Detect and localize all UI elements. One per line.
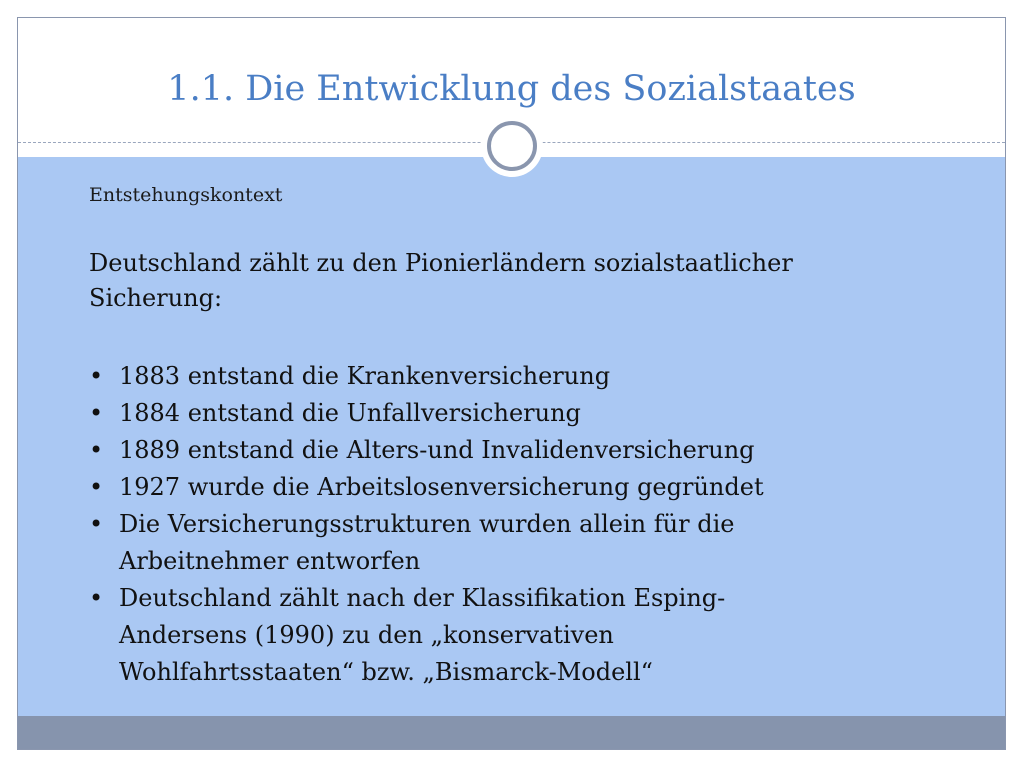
bullet-icon: • bbox=[89, 584, 104, 612]
slide-title: 1.1. Die Entwicklung des Sozialstaates bbox=[167, 69, 856, 109]
list-item-line: 1883 entstand die Krankenversicherung bbox=[119, 362, 611, 390]
bullet-icon: • bbox=[89, 473, 104, 501]
bullet-list bbox=[89, 358, 949, 691]
subheading: Entstehungskontext bbox=[89, 184, 283, 206]
list-item bbox=[89, 506, 949, 580]
bullet-icon: • bbox=[89, 399, 104, 427]
list-item bbox=[89, 395, 949, 432]
footer-bar bbox=[18, 716, 1005, 749]
bullet-icon: • bbox=[89, 436, 104, 464]
bullet-icon: • bbox=[89, 362, 104, 390]
list-item bbox=[89, 580, 949, 691]
list-item-line: Arbeitnehmer entworfen bbox=[119, 547, 421, 575]
intro-paragraph bbox=[89, 246, 929, 316]
intro-line: Sicherung: bbox=[89, 284, 223, 312]
list-item-line: Wohlfahrtsstaaten“ bzw. „Bismarck-Modell“ bbox=[119, 658, 653, 686]
intro-line: Deutschland zählt zu den Pionierländern sozialstaatlicher bbox=[89, 249, 793, 277]
list-item bbox=[89, 358, 949, 395]
bullet-icon: • bbox=[89, 510, 104, 538]
ring-ornament-icon bbox=[481, 115, 543, 177]
list-item-line: Deutschland zählt nach der Klassifikation Esping- bbox=[119, 584, 726, 612]
list-item-line: 1889 entstand die Alters-und Invalidenversicherung bbox=[119, 436, 755, 464]
list-item-line: Die Versicherungsstrukturen wurden allein für die bbox=[119, 510, 735, 538]
list-item bbox=[89, 432, 949, 469]
list-item-line: Andersens (1990) zu den „konservativen bbox=[119, 621, 614, 649]
list-item-line: 1927 wurde die Arbeitslosenversicherung gegründet bbox=[119, 473, 764, 501]
list-item-line: 1884 entstand die Unfallversicherung bbox=[119, 399, 581, 427]
list-item bbox=[89, 469, 949, 506]
